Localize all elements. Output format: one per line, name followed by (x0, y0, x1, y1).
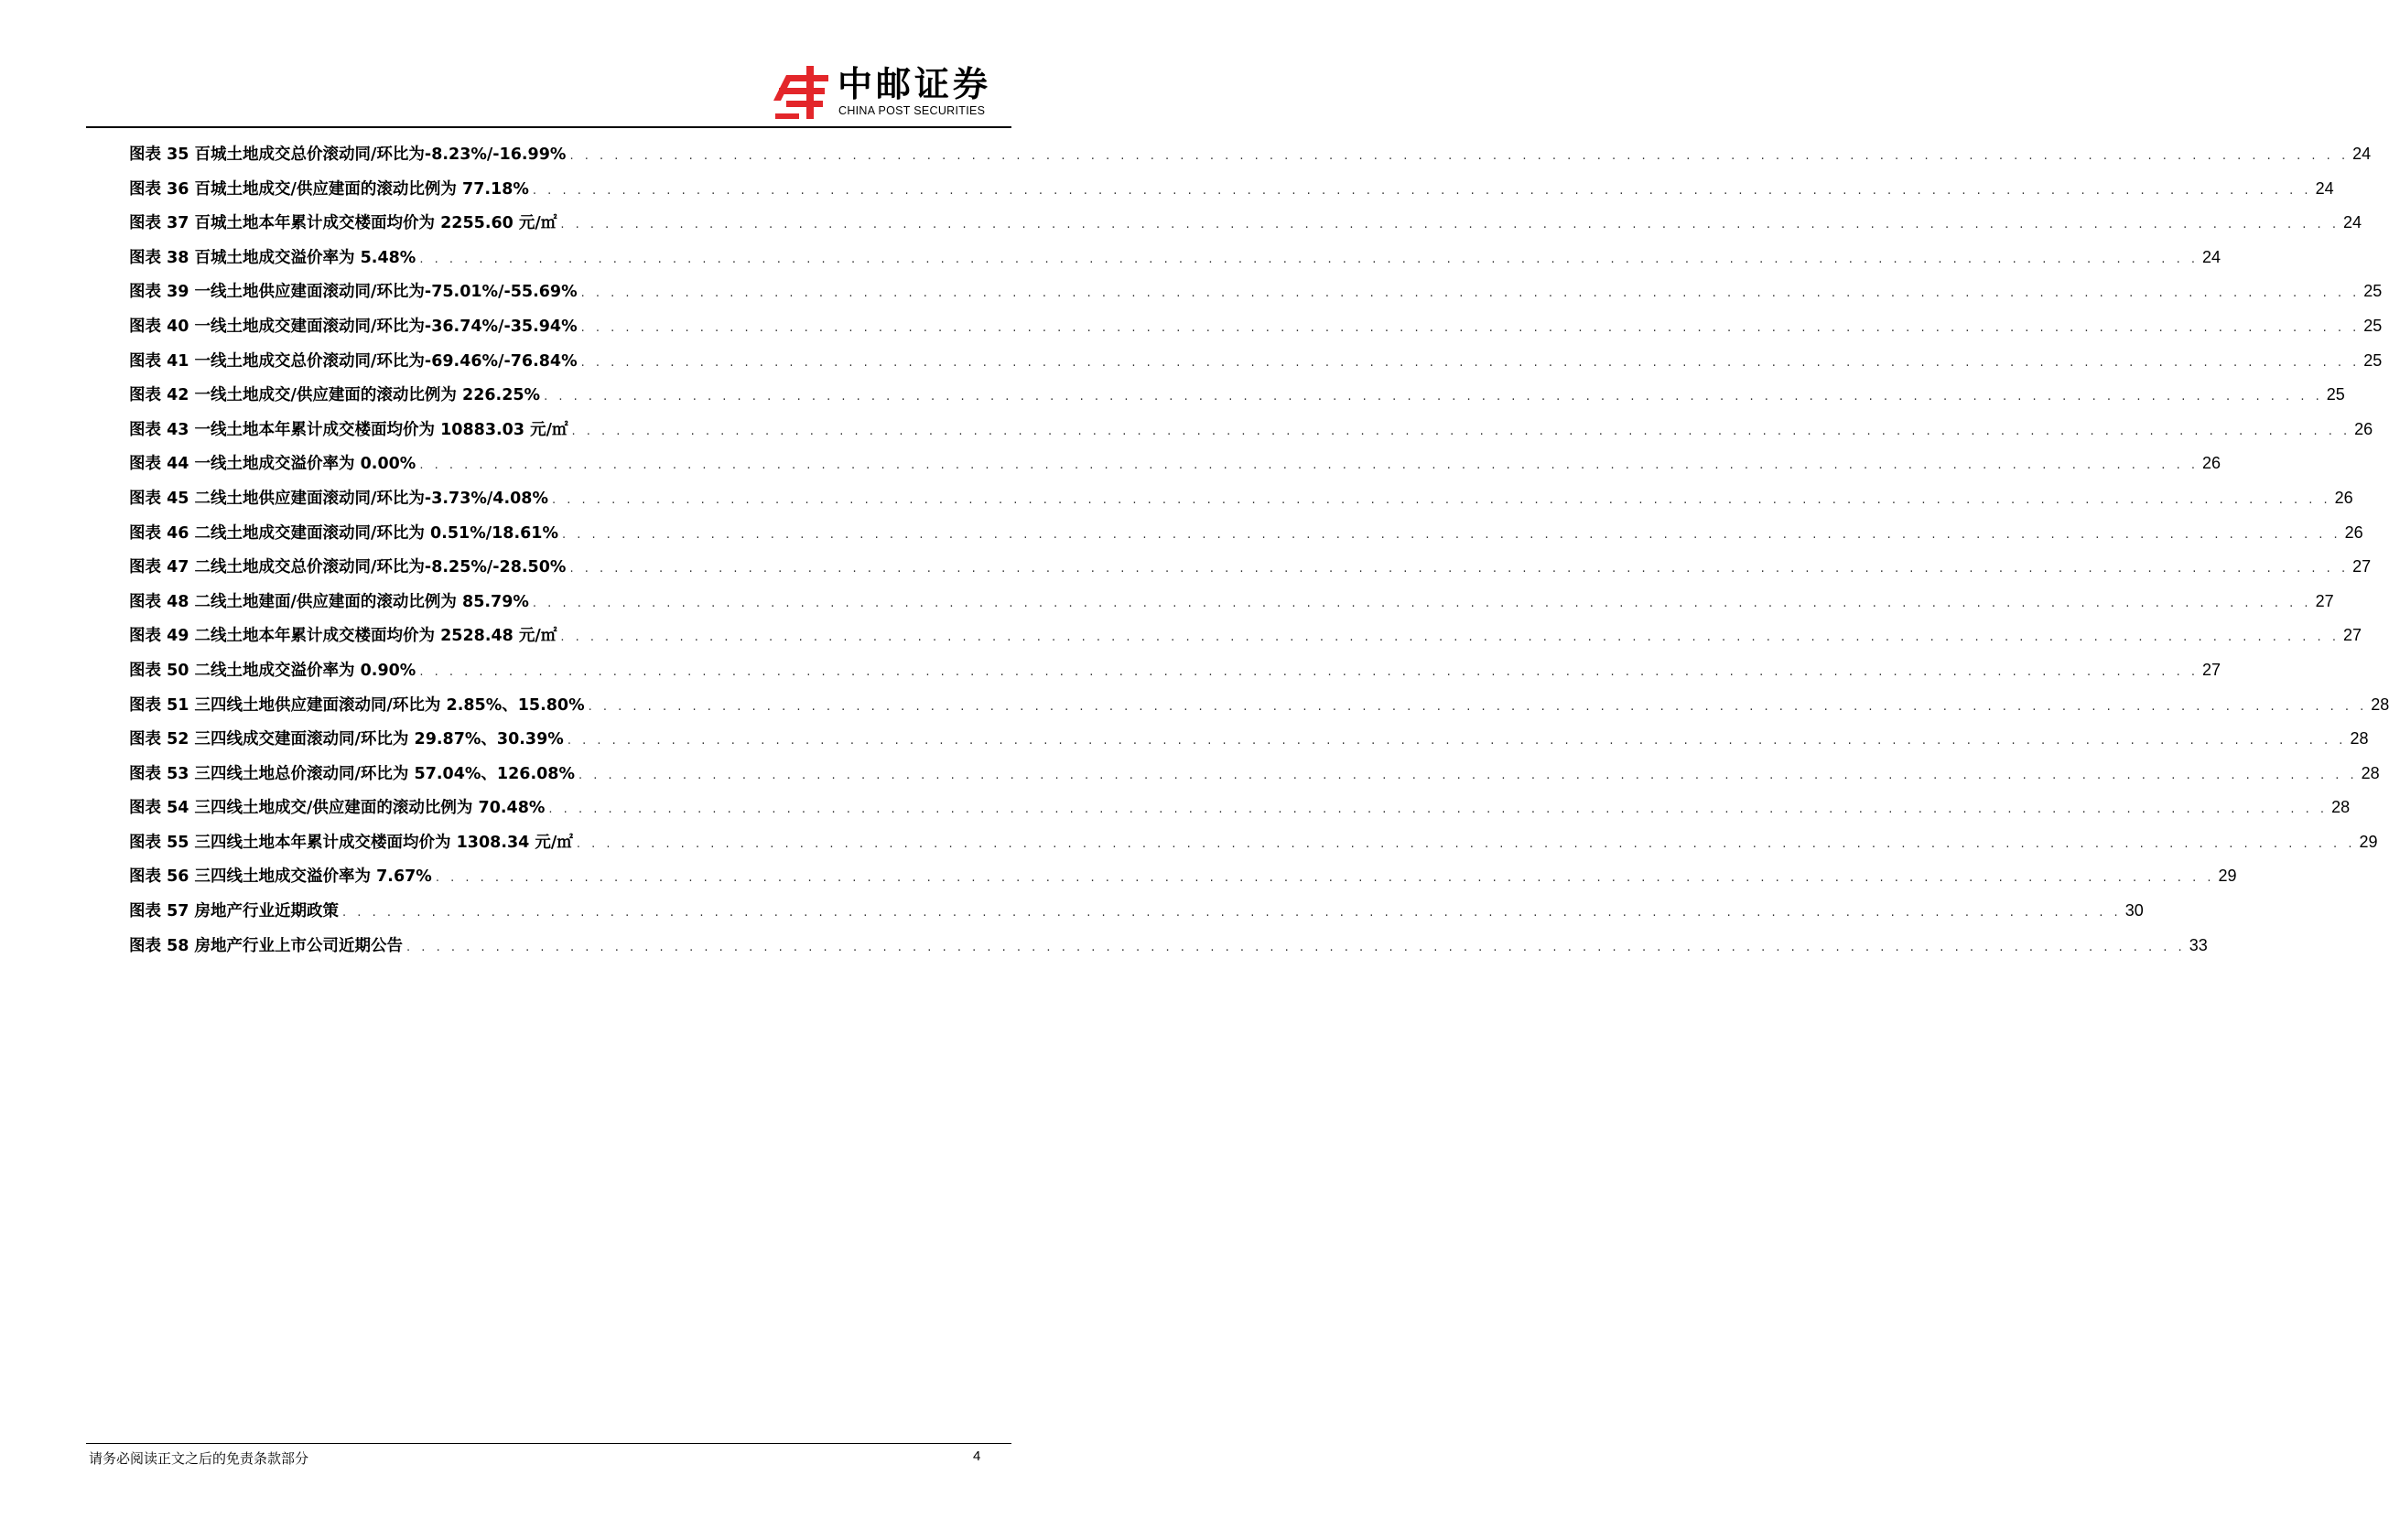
footer-divider (86, 1443, 1011, 1444)
toc-entry[interactable] (129, 516, 2363, 551)
toc-entry[interactable] (129, 206, 2362, 241)
toc-leader-dots: . . . . . . . . . . . . . . . . . . . . . . . . . . . . . . . . . . . . . . . . . . . . . . . . . . . . . . . . . . . . . . . . . . . . . . . . . . . . . . . . . . . . . . . . . . . . . . . . . . . . . . . . . . . . . . . . . . . . . . . . (588, 699, 2368, 714)
toc-leader-dots: . . . . . . . . . . . . . . . . . . . . . . . . . . . . . . . . . . . . . . . . . . . . . . . . . . . . . . . . . . . . . . . . . . . . . . . . . . . . . . . . . . . . . . . . . . . . . . . . . . . . . . . . . . . . . . . . . . . . . . . . (567, 734, 2347, 748)
toc-entry-page: 28 (2371, 695, 2389, 714)
toc-entry-title: 图表 54 三四线土地成交/供应建面的滚动比例为 70.48% (129, 799, 546, 818)
toc-entry-title: 图表 46 二线土地成交建面滚动同/环比为 0.51%/18.61% (129, 523, 559, 543)
toc-leader-dots: . . . . . . . . . . . . . . . . . . . . . . . . . . . . . . . . . . . . . . . . . . . . . . . . . . . . . . . . . . . . . . . . . . . . . . . . . . . . . . . . . . . . . . . . . . . . . . . . . . . . . . . . . . . . . . . . . . . . . . . . (569, 562, 2350, 576)
toc-entry[interactable] (129, 275, 2383, 309)
toc-entry-title: 图表 52 三四线成交建面滚动同/环比为 29.87%、30.39% (129, 730, 564, 749)
toc-leader-dots: . . . . . . . . . . . . . . . . . . . . . . . . . . . . . . . . . . . . . . . . . . . . . . . . . . . . . . . . . . . . . . . . . . . . . . . . . . . . . . . . . . . . . . . . . . . . . . . . . . . . . . . . . . . . . . . . . . . . . . . . (560, 630, 2340, 645)
toc-entry-title: 图表 36 百城土地成交/供应建面的滚动比例为 77.18% (129, 179, 529, 199)
toc-entry-page: 26 (2344, 522, 2363, 542)
toc-entry-title: 图表 45 二线土地供应建面滚动同/环比为-3.73%/4.08% (129, 489, 549, 508)
toc-leader-dots: . . . . . . . . . . . . . . . . . . . . . . . . . . . . . . . . . . . . . . . . . . . . . . . . . . . . . . . . . . . . . . . . . . . . . . . . . . . . . . . . . . . . . . . . . . . . . . . . . . . . . . . . . . . . . . . . . . . . . . . . (342, 906, 2122, 921)
logo-english-name: CHINA POST SECURITIES (838, 104, 986, 117)
toc-entry-page: 26 (2334, 488, 2353, 507)
toc-entry[interactable] (129, 378, 2345, 413)
toc-entry-page: 25 (2363, 350, 2383, 370)
toc-entry-title: 图表 53 三四线土地总价滚动同/环比为 57.04%、126.08% (129, 764, 575, 783)
toc-entry-title: 图表 50 二线土地成交溢价率为 0.90% (129, 661, 416, 680)
toc-entry-title: 图表 47 二线土地成交总价滚动同/环比为-8.25%/-28.50% (129, 558, 567, 577)
toc-entry[interactable] (129, 172, 2334, 207)
toc-leader-dots: . . . . . . . . . . . . . . . . . . . . . . . . . . . . . . . . . . . . . . . . . . . . . . . . . . . . . . . . . . . . . . . . . . . . . . . . . . . . . . . . . . . . . . . . . . . . . . . . . . . . . . . . . . . . . . . . . . . . . . . . (562, 527, 2341, 542)
toc-entry-page: 30 (2124, 901, 2144, 921)
toc-entry[interactable] (129, 619, 2362, 653)
toc-leader-dots: . . . . . . . . . . . . . . . . . . . . . . . . . . . . . . . . . . . . . . . . . . . . . . . . . . . . . . . . . . . . . . . . . . . . . . . . . . . . . . . . . . . . . . . . . . . . . . . . . . . . . . . . . . . . . . . . . . . . . . . . (435, 871, 2215, 886)
toc-entry-title: 图表 55 三四线土地本年累计成交楼面均价为 1308.34 元/㎡ (129, 833, 573, 852)
header-divider (86, 126, 1011, 128)
figure-list (129, 137, 2389, 963)
toc-entry-title: 图表 39 一线土地供应建面滚动同/环比为-75.01%/-55.69% (129, 283, 578, 302)
china-post-logo-icon (773, 64, 830, 121)
toc-entry[interactable] (129, 653, 2221, 688)
toc-leader-dots: . . . . . . . . . . . . . . . . . . . . . . . . . . . . . . . . . . . . . . . . . . . . . . . . . . . . . . . . . . . . . . . . . . . . . . . . . . . . . . . . . . . . . . . . . . . . . . . . . . . . . . . . . . . . . . . . . . . . . . . . (569, 149, 2350, 163)
toc-entry-title: 图表 51 三四线土地供应建面滚动同/环比为 2.85%、15.80% (129, 695, 585, 715)
toc-entry-title: 图表 40 一线土地成交建面滚动同/环比为-36.74%/-35.94% (129, 317, 578, 336)
toc-entry[interactable] (129, 344, 2383, 379)
logo-chinese-name: 中邮证券 (838, 64, 992, 104)
toc-entry-page: 33 (2189, 935, 2208, 954)
company-logo (773, 60, 1011, 124)
toc-entry[interactable] (129, 413, 2373, 447)
toc-entry[interactable] (129, 309, 2383, 344)
toc-entry[interactable] (129, 585, 2334, 619)
toc-entry-title: 图表 44 一线土地成交溢价率为 0.00% (129, 455, 416, 474)
toc-entry-page: 29 (2359, 832, 2378, 851)
toc-leader-dots: . . . . . . . . . . . . . . . . . . . . . . . . . . . . . . . . . . . . . . . . . . . . . . . . . . . . . . . . . . . . . . . . . . . . . . . . . . . . . . . . . . . . . . . . . . . . . . . . . . . . . . . . . . . . . . . . . . . . . . . . (578, 768, 2358, 782)
toc-entry-page: 25 (2363, 282, 2383, 301)
toc-leader-dots: . . . . . . . . . . . . . . . . . . . . . . . . . . . . . . . . . . . . . . . . . . . . . . . . . . . . . . . . . . . . . . . . . . . . . . . . . . . . . . . . . . . . . . . . . . . . . . . . . . . . . . . . . . . . . . . . . . . . . . . . (580, 355, 2361, 370)
toc-entry-title: 图表 35 百城土地成交总价滚动同/环比为-8.23%/-16.99% (129, 145, 567, 164)
toc-entry-page: 25 (2326, 385, 2345, 404)
toc-entry-page: 24 (2352, 145, 2372, 163)
toc-entry-title: 图表 48 二线土地建面/供应建面的滚动比例为 85.79% (129, 592, 529, 611)
toc-entry[interactable] (129, 481, 2353, 516)
toc-entry-page: 28 (2350, 729, 2369, 748)
toc-leader-dots: . . . . . . . . . . . . . . . . . . . . . . . . . . . . . . . . . . . . . . . . . . . . . . . . . . . . . . . . . . . . . . . . . . . . . . . . . . . . . . . . . . . . . . . . . . . . . . . . . . . . . . . . . . . . . . . . . . . . . . . . (532, 183, 2312, 198)
toc-entry-title: 图表 43 一线土地本年累计成交楼面均价为 10883.03 元/㎡ (129, 420, 568, 439)
toc-entry-title: 图表 56 三四线土地成交溢价率为 7.67% (129, 867, 432, 887)
toc-entry-title: 图表 37 百城土地本年累计成交楼面均价为 2255.60 元/㎡ (129, 214, 557, 233)
toc-entry-title: 图表 57 房地产行业近期政策 (129, 902, 340, 921)
toc-entry-page: 26 (2354, 419, 2373, 438)
toc-entry-page: 28 (2331, 798, 2351, 817)
footer-disclaimer: 请务必阅读正文之后的免责条款部分 (89, 1450, 309, 1467)
toc-leader-dots: . . . . . . . . . . . . . . . . . . . . . . . . . . . . . . . . . . . . . . . . . . . . . . . . . . . . . . . . . . . . . . . . . . . . . . . . . . . . . . . . . . . . . . . . . . . . . . . . . . . . . . . . . . . . . . . . . . . . . . . . (419, 458, 2199, 473)
toc-leader-dots: . . . . . . . . . . . . . . . . . . . . . . . . . . . . . . . . . . . . . . . . . . . . . . . . . . . . . . . . . . . . . . . . . . . . . . . . . . . . . . . . . . . . . . . . . . . . . . . . . . . . . . . . . . . . . . . . . . . . . . . . (419, 664, 2199, 679)
toc-entry[interactable] (129, 894, 2144, 929)
toc-entry-page: 26 (2201, 454, 2221, 473)
toc-entry[interactable] (129, 825, 2378, 860)
toc-entry-page: 25 (2363, 316, 2383, 335)
toc-entry[interactable] (129, 550, 2372, 585)
toc-entry[interactable] (129, 447, 2221, 481)
toc-entry-title: 图表 42 一线土地成交/供应建面的滚动比例为 226.25% (129, 386, 541, 405)
toc-entry[interactable] (129, 241, 2221, 275)
toc-leader-dots: . . . . . . . . . . . . . . . . . . . . . . . . . . . . . . . . . . . . . . . . . . . . . . . . . . . . . . . . . . . . . . . . . . . . . . . . . . . . . . . . . . . . . . . . . . . . . . . . . . . . . . . . . . . . . . . . . . . . . . . . (576, 836, 2356, 851)
toc-entry-title: 图表 41 一线土地成交总价滚动同/环比为-69.46%/-76.84% (129, 351, 578, 371)
toc-entry-page: 27 (2342, 626, 2362, 645)
toc-entry-page: 24 (2342, 213, 2362, 232)
toc-leader-dots: . . . . . . . . . . . . . . . . . . . . . . . . . . . . . . . . . . . . . . . . . . . . . . . . . . . . . . . . . . . . . . . . . . . . . . . . . . . . . . . . . . . . . . . . . . . . . . . . . . . . . . . . . . . . . . . . . . . . . . . . (419, 252, 2199, 266)
toc-leader-dots: . . . . . . . . . . . . . . . . . . . . . . . . . . . . . . . . . . . . . . . . . . . . . . . . . . . . . . . . . . . . . . . . . . . . . . . . . . . . . . . . . . . . . . . . . . . . . . . . . . . . . . . . . . . . . . . . . . . . . . . . (544, 390, 2323, 404)
toc-entry[interactable] (129, 688, 2389, 723)
toc-entry-page: 24 (2315, 178, 2334, 198)
toc-entry-title: 图表 49 二线土地本年累计成交楼面均价为 2528.48 元/㎡ (129, 627, 557, 646)
toc-entry[interactable] (129, 137, 2372, 172)
toc-entry[interactable] (129, 929, 2208, 964)
toc-entry-page: 27 (2315, 591, 2334, 610)
toc-leader-dots: . . . . . . . . . . . . . . . . . . . . . . . . . . . . . . . . . . . . . . . . . . . . . . . . . . . . . . . . . . . . . . . . . . . . . . . . . . . . . . . . . . . . . . . . . . . . . . . . . . . . . . . . . . . . . . . . . . . . . . . . (580, 320, 2361, 335)
toc-leader-dots: . . . . . . . . . . . . . . . . . . . . . . . . . . . . . . . . . . . . . . . . . . . . . . . . . . . . . . . . . . . . . . . . . . . . . . . . . . . . . . . . . . . . . . . . . . . . . . . . . . . . . . . . . . . . . . . . . . . . . . . . (406, 940, 2186, 954)
toc-entry-page: 24 (2201, 247, 2221, 266)
toc-leader-dots: . . . . . . . . . . . . . . . . . . . . . . . . . . . . . . . . . . . . . . . . . . . . . . . . . . . . . . . . . . . . . . . . . . . . . . . . . . . . . . . . . . . . . . . . . . . . . . . . . . . . . . . . . . . . . . . . . . . . . . . . (571, 424, 2351, 438)
toc-leader-dots: . . . . . . . . . . . . . . . . . . . . . . . . . . . . . . . . . . . . . . . . . . . . . . . . . . . . . . . . . . . . . . . . . . . . . . . . . . . . . . . . . . . . . . . . . . . . . . . . . . . . . . . . . . . . . . . . . . . . . . . . (580, 286, 2361, 301)
toc-entry[interactable] (129, 722, 2369, 757)
toc-entry-page: 29 (2218, 867, 2237, 886)
toc-entry[interactable] (129, 791, 2351, 825)
toc-entry-page: 27 (2201, 660, 2221, 679)
page-number: 4 (973, 1448, 981, 1464)
toc-entry-title: 图表 38 百城土地成交溢价率为 5.48% (129, 248, 416, 267)
toc-entry[interactable] (129, 859, 2237, 894)
toc-leader-dots: . . . . . . . . . . . . . . . . . . . . . . . . . . . . . . . . . . . . . . . . . . . . . . . . . . . . . . . . . . . . . . . . . . . . . . . . . . . . . . . . . . . . . . . . . . . . . . . . . . . . . . . . . . . . . . . . . . . . . . . . (560, 218, 2340, 232)
toc-entry-page: 27 (2352, 557, 2372, 576)
toc-leader-dots: . . . . . . . . . . . . . . . . . . . . . . . . . . . . . . . . . . . . . . . . . . . . . . . . . . . . . . . . . . . . . . . . . . . . . . . . . . . . . . . . . . . . . . . . . . . . . . . . . . . . . . . . . . . . . . . . . . . . . . . . (552, 492, 2331, 507)
toc-entry[interactable] (129, 757, 2380, 792)
toc-entry-title: 图表 58 房地产行业上市公司近期公告 (129, 936, 404, 955)
toc-leader-dots: . . . . . . . . . . . . . . . . . . . . . . . . . . . . . . . . . . . . . . . . . . . . . . . . . . . . . . . . . . . . . . . . . . . . . . . . . . . . . . . . . . . . . . . . . . . . . . . . . . . . . . . . . . . . . . . . . . . . . . . . (548, 802, 2329, 817)
toc-leader-dots: . . . . . . . . . . . . . . . . . . . . . . . . . . . . . . . . . . . . . . . . . . . . . . . . . . . . . . . . . . . . . . . . . . . . . . . . . . . . . . . . . . . . . . . . . . . . . . . . . . . . . . . . . . . . . . . . . . . . . . . . (532, 596, 2312, 610)
toc-entry-page: 28 (2361, 763, 2380, 782)
